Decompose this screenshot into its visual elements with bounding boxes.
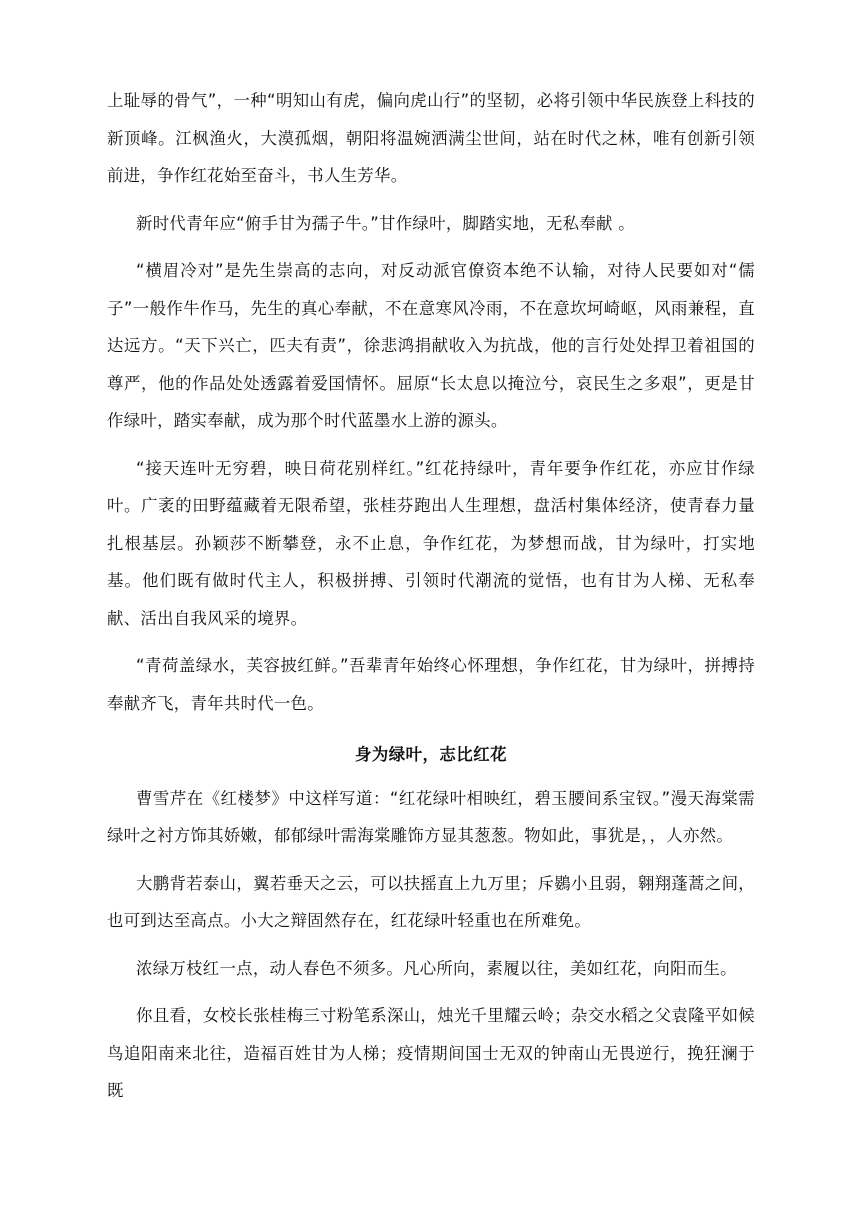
document-page xyxy=(107,82,755,1110)
paragraph-6: 曹雪芹在《红楼梦》中这样写道：“红花绿叶相映红，碧玉腰间系宝钗。”漫天海棠需绿叶之衬方饰其娇嫩，郁郁绿叶需海棠雕饰方显其葱葱。物如此，事犹是，，人亦然。 xyxy=(107,788,755,845)
paragraph-5: “青荷盖绿水，芙容披红鲜。”吾辈青年始终心怀理想，争作红花，甘为绿叶，拼搏持奉献齐飞，青年共时代一色。 xyxy=(107,656,755,713)
paragraph-8: 浓绿万枝红一点，动人春色不须多。凡心所向，素履以往，美如红花，向阳而生。 xyxy=(136,958,737,978)
paragraph-3: “横眉冷对”是先生崇高的志向，对反动派官僚资本绝不认输，对待人民要如对“儒子”一般作牛作马，先生的真心奉献，不在意寒风冷雨，不在意坎坷崎岖，风雨兼程，直达远方。“天下兴亡，匹夫有责”，徐悲鸿捐献收入为抗战，他的言行处处捍卫着祖国的尊严，他的作品处处透露着爱国情怀。屈原“长太息以掩泣兮，哀民生之多艰”，更是甘作绿叶，踏实奉献，成为那个时代蓝墨水上游的源头。 xyxy=(107,261,755,430)
paragraph-2: 新时代青年应“俯手甘为孺子牛。”甘作绿叶，脚踏实地，无私奉献 。 xyxy=(136,213,635,233)
paragraph-9: 你且看，女校长张桂梅三寸粉笔系深山，烛光千里耀云岭；杂交水稻之父袁隆平如候鸟追阳南来北往，造福百姓甘为人梯；疫情期间国士无双的钟南山无畏逆行，挽狂澜于既 xyxy=(107,1006,755,1100)
paragraph-1: 上耻辱的骨气”，一种“明知山有虎，偏向虎山行”的坚韧，必将引领中华民族登上科技的新顶峰。江枫渔火，大漠孤烟，朝阳将温婉洒满尘世间，站在时代之林，唯有创新引领前进，争作红花始至奋斗，书人生芳华。 xyxy=(107,91,755,185)
paragraph-4: “接天连叶无穷碧，映日荷花别样红。”红花持绿叶，青年要争作红花，亦应甘作绿叶。广袤的田野蕴藏着无限希望，张桂芬跑出人生理想，盘活村集体经济，使青春力量扎根基层。孙颖莎不断攀登，永不止息，争作红花，为梦想而战，甘为绿叶，打实地基。他们既有做时代主人，积极拼搏、引领时代潮流的觉悟，也有甘为人梯、无私奉献、活出自我风采的境界。 xyxy=(107,458,755,628)
paragraph-7: 大鹏背若泰山，翼若垂天之云，可以扶摇直上九万里；斥鷃小且弱，翱翔蓬蒿之间，也可到达至高点。小大之辩固然存在，红花绿叶轻重也在所难免。 xyxy=(107,873,755,930)
section-heading: 身为绿叶，志比红花 xyxy=(354,745,507,764)
